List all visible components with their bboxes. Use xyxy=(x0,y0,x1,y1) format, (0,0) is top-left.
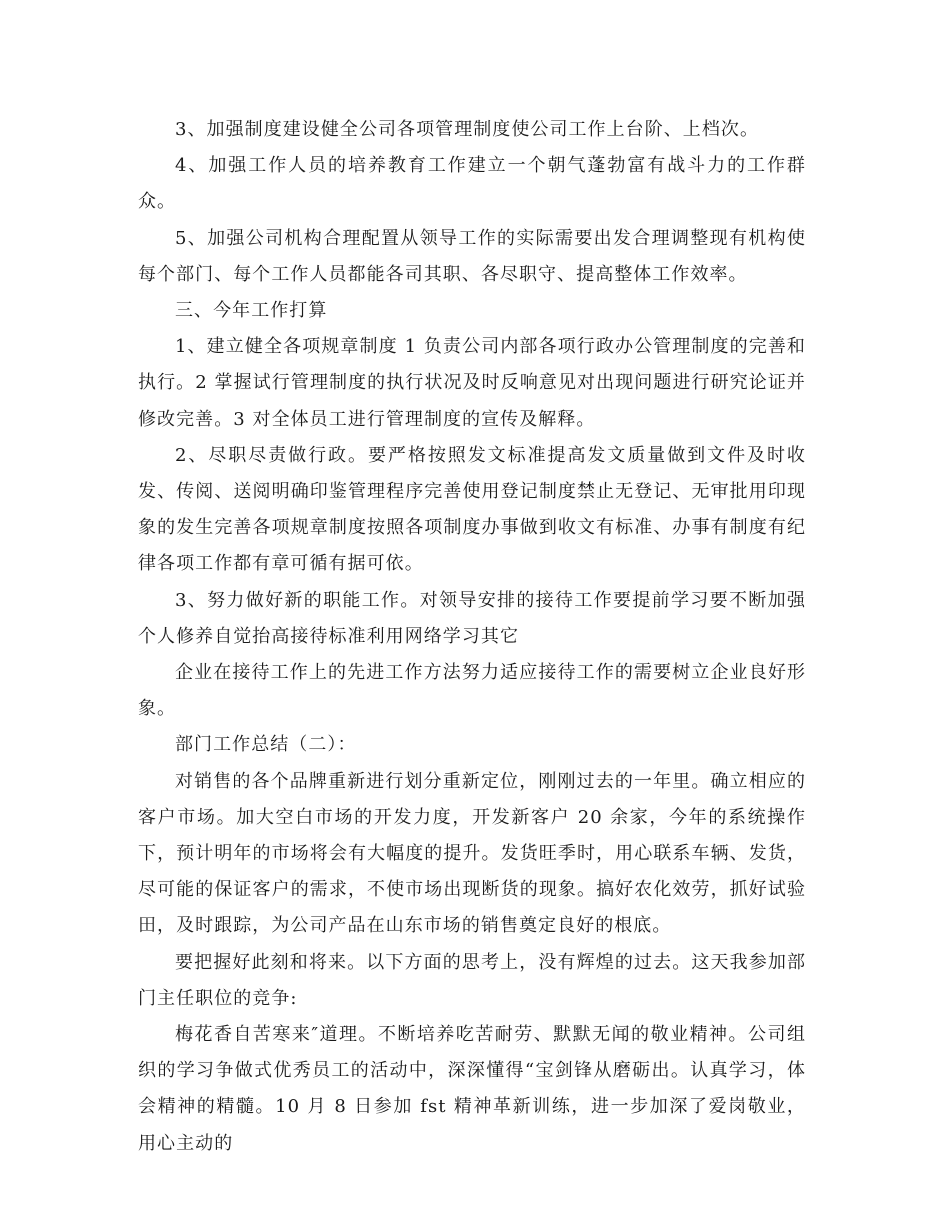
paragraph-2: 4、加强工作人员的培养教育工作建立一个朝气蓬勃富有战斗力的工作群众。 xyxy=(138,155,806,213)
section-heading-plans: 三、今年工作打算 xyxy=(175,300,328,322)
paragraph-6: 3、努力做好新的职能工作。对领导安排的接待工作要提前学习要不断加强个人修养自觉抬高接待标准利用网络学习其它 xyxy=(138,589,806,647)
section-heading-summary-2: 部门工作总结（二）： xyxy=(175,734,357,756)
paragraph-1: 3、加强制度建设健全公司各项管理制度使公司工作上台阶、上档次。 xyxy=(175,119,759,140)
paragraph-7: 企业在接待工作上的先进工作方法努力适应接待工作的需要树立企业良好形象。 xyxy=(138,662,806,720)
paragraph-5: 2、尽职尽责做行政。要严格按照发文标准提高发文质量做到文件及时收发、传阅、送阅明确印鉴管理程序完善使用登记制度禁止无登记、无审批用印现象的发生完善各项规章制度按照各项制度办事做到收文有标准、办事有制度有纪律各项工作都有章可循有据可依。 xyxy=(138,444,806,575)
document-body xyxy=(138,112,806,1162)
paragraph-9: 要把握好此刻和将来。以下方面的思考上，没有辉煌的过去。这天我参加部门主任职位的竞争: xyxy=(138,951,806,1009)
paragraph-8: 对销售的各个品牌重新进行划分重新定位，刚刚过去的一年里。确立相应的客户市场。加大空白市场的开发力度，开发新客户 20 余家，今年的系统操作下，预计明年的市场将会有大幅度的提升。发货旺季时，用心联系车辆、发货，尽可能的保证客户的需求，不使市场出现断货的现象。搞好农化效劳，抓好试验田，及时跟踪，为公司产品在山东市场的销售奠定良好的根底。 xyxy=(138,770,806,937)
paragraph-10: 梅花香自苦寒来″道理。不断培养吃苦耐劳、默默无闻的敬业精神。公司组织的学习争做式优秀员工的活动中，深深懂得“宝剑锋从磨砺出。认真学习，体会精神的精髓。10 月 8 日参加 fst 精神革新训练，进一步加深了爱岗敬业，用心主动的 xyxy=(138,1024,806,1154)
paragraph-4: 1、建立健全各项规章制度 1 负责公司内部各项行政办公管理制度的完善和执行。2 掌握试行管理制度的执行状况及时反响意见对出现问题进行研究论证并修改完善。3 对全体员工进行管理制度的宣传及解释。 xyxy=(138,336,806,430)
paragraph-3: 5、加强公司机构合理配置从领导工作的实际需要出发合理调整现有机构使每个部门、每个工作人员都能各司其职、各尽职守、提高整体工作效率。 xyxy=(138,227,806,285)
